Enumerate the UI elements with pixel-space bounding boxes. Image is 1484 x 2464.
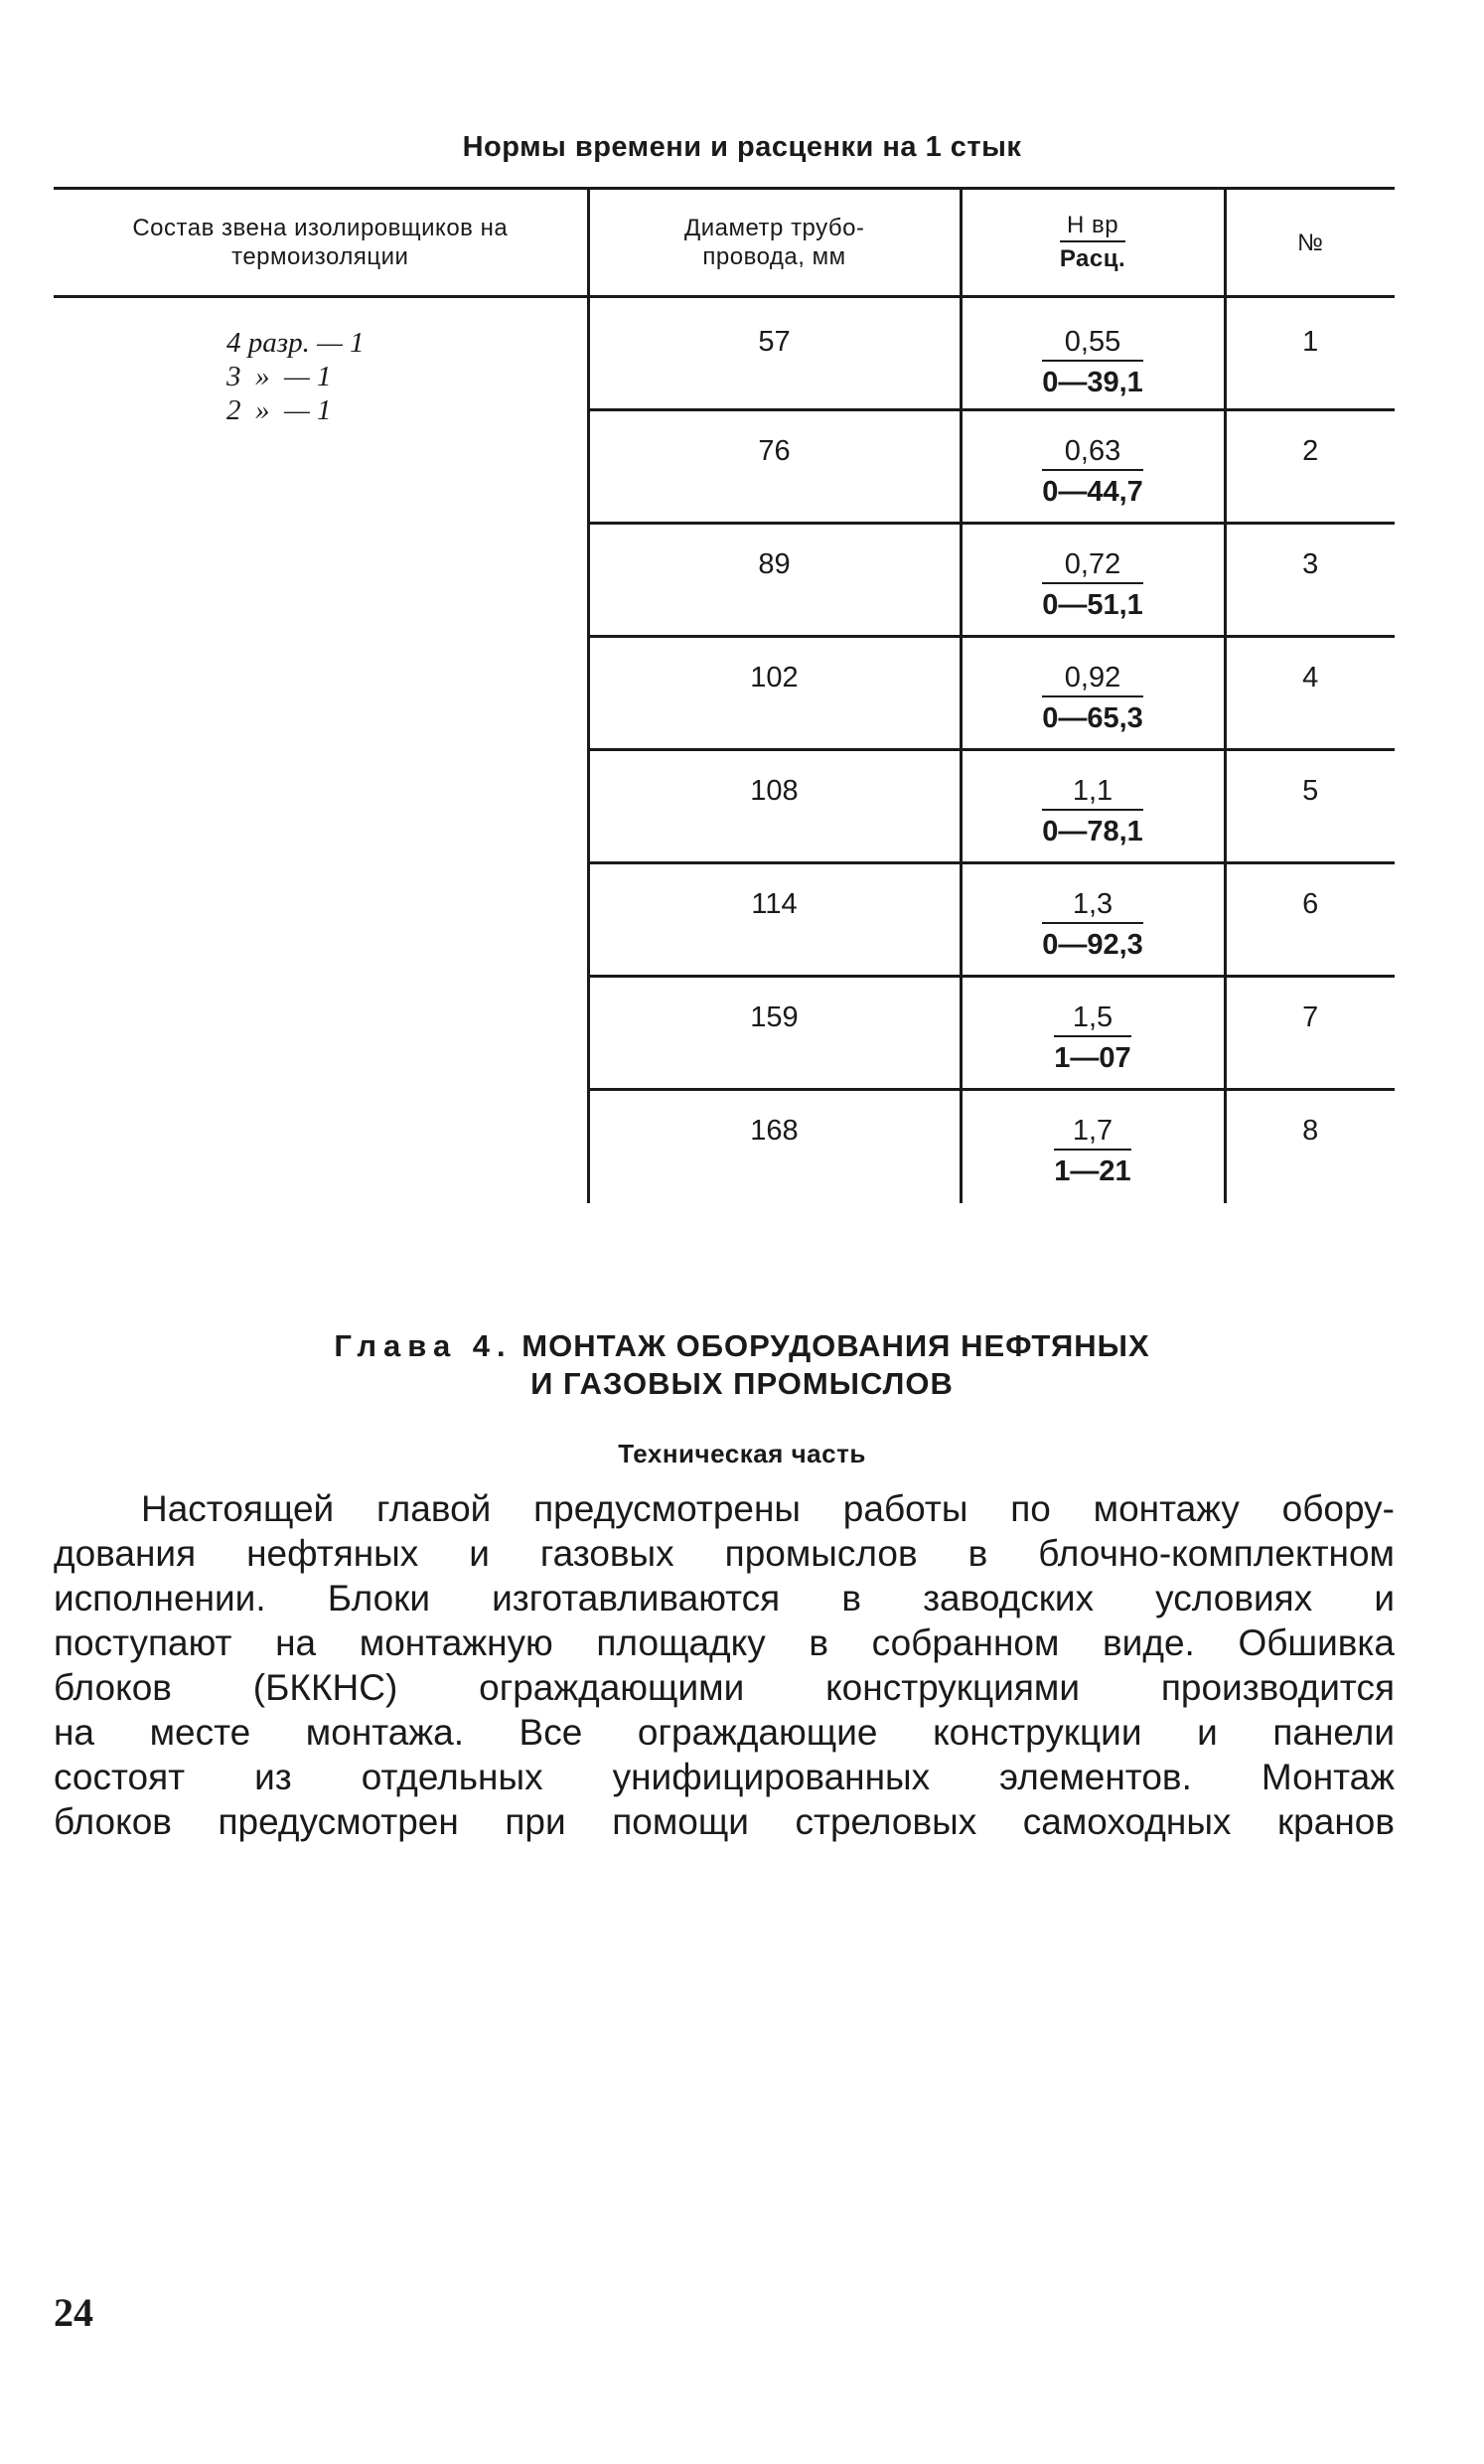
header-norm-rate	[961, 189, 1225, 297]
chapter-heading	[0, 1327, 1484, 1403]
cell-diameter: 108	[588, 750, 961, 863]
cell-diameter: 76	[588, 410, 961, 524]
norms-table	[54, 187, 1395, 1203]
cell-rate: 0—51,1	[1042, 589, 1143, 621]
cell-number: 1	[1225, 297, 1395, 410]
cell-rate: 1—07	[1054, 1042, 1131, 1074]
body-paragraph	[54, 1486, 1395, 1844]
cell-diameter: 102	[588, 637, 961, 750]
page-number: 24	[54, 2290, 93, 2335]
cell-rate: 1—21	[1054, 1155, 1131, 1187]
body-line: исполнении. Блоки изготавливаются в заводских условиях и	[54, 1578, 1395, 1618]
cell-diameter: 168	[588, 1090, 961, 1203]
body-line: состоят из отдельных унифицированных элементов. Монтаж	[54, 1757, 1395, 1797]
cell-number: 8	[1225, 1090, 1395, 1203]
header-norm-fraction	[1060, 212, 1125, 274]
cell-norm-rate	[961, 977, 1225, 1090]
header-rate: Расц.	[1059, 244, 1126, 272]
header-number: №	[1225, 189, 1395, 297]
cell-diameter: 159	[588, 977, 961, 1090]
cell-norm: 1,5	[1054, 1001, 1130, 1037]
cell-norm-rate	[961, 297, 1225, 410]
chapter-title-line-1: МОНТАЖ ОБОРУДОВАНИЯ НЕФТЯНЫХ	[521, 1328, 1150, 1363]
cell-norm: 0,92	[1042, 662, 1143, 697]
cell-norm: 0,72	[1042, 548, 1143, 584]
cell-norm: 1,3	[1042, 888, 1143, 924]
cell-number: 7	[1225, 977, 1395, 1090]
cell-rate: 0—39,1	[1042, 367, 1143, 398]
body-line: на месте монтажа. Все ограждающие конструкции и панели	[54, 1712, 1395, 1753]
cell-norm-rate	[961, 524, 1225, 637]
crew-composition	[54, 297, 588, 1203]
body-line: блоков (БККНС) ограждающими конструкциями производится	[54, 1667, 1395, 1708]
chapter-label: Глава 4.	[334, 1328, 513, 1363]
crew-line: 2 » — 1	[226, 394, 332, 426]
table-header-row	[54, 189, 1395, 297]
cell-number: 6	[1225, 863, 1395, 977]
header-diameter: Диаметр трубопровода, мм	[588, 189, 961, 297]
cell-norm-rate	[961, 750, 1225, 863]
cell-norm-rate	[961, 863, 1225, 977]
cell-number: 4	[1225, 637, 1395, 750]
cell-norm-rate	[961, 637, 1225, 750]
cell-diameter: 89	[588, 524, 961, 637]
body-line: поступают на монтажную площадку в собранном виде. Обшивка	[54, 1622, 1395, 1663]
crew-line: 4 разр. — 1	[226, 327, 365, 359]
header-crew: Состав звена изолировщиков на термоизоляции	[54, 189, 588, 297]
cell-norm-rate	[961, 410, 1225, 524]
body-line: блоков предусмотрен при помощи стреловых самоходных кранов	[54, 1801, 1395, 1842]
cell-norm: 0,55	[1042, 326, 1143, 362]
cell-number: 5	[1225, 750, 1395, 863]
cell-number: 3	[1225, 524, 1395, 637]
body-line: Настоящей главой предусмотрены работы по монтажу обору-	[141, 1488, 1395, 1529]
cell-number: 2	[1225, 410, 1395, 524]
crew-line: 3 » — 1	[226, 361, 332, 392]
table-title: Нормы времени и расценки на 1 стык	[462, 131, 1022, 163]
cell-norm: 1,7	[1054, 1115, 1130, 1151]
cell-norm: 0,63	[1042, 435, 1143, 471]
header-norm-time: Н вр	[1060, 212, 1125, 242]
chapter-title-line-2: И ГАЗОВЫХ ПРОМЫСЛОВ	[530, 1366, 954, 1401]
section-heading: Техническая часть	[618, 1439, 866, 1468]
cell-norm-rate	[961, 1090, 1225, 1203]
chapter-heading-line-1	[0, 1327, 1484, 1365]
cell-rate: 0—78,1	[1042, 816, 1143, 847]
table-row	[54, 297, 1395, 410]
cell-diameter: 57	[588, 297, 961, 410]
cell-diameter: 114	[588, 863, 961, 977]
body-line: дования нефтяных и газовых промыслов в блочно-комплектном	[54, 1533, 1395, 1574]
cell-norm: 1,1	[1042, 775, 1143, 811]
cell-rate: 0—92,3	[1042, 929, 1143, 961]
cell-rate: 0—65,3	[1042, 702, 1143, 734]
cell-rate: 0—44,7	[1042, 476, 1143, 508]
